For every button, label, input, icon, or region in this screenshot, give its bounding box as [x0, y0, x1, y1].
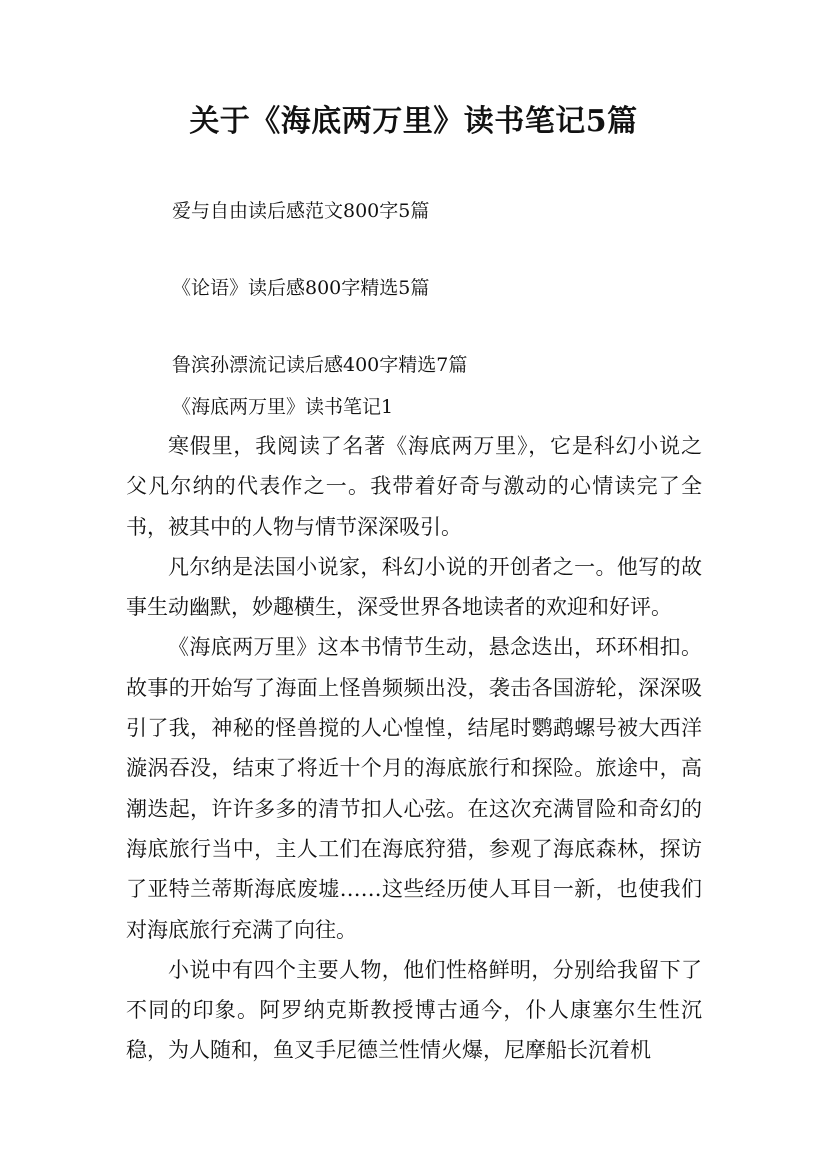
- related-link-love-freedom[interactable]: 爱与自由读后感范文800字5篇: [172, 200, 430, 222]
- document-title: 关于《海底两万里》读书笔记5篇: [189, 104, 638, 139]
- related-link-analects[interactable]: 《论语》读后感800字精选5篇: [172, 277, 430, 299]
- article-body: [126, 426, 702, 1071]
- section-title: 《海底两万里》读书笔记1: [172, 396, 394, 418]
- paragraph-characters: 小说中有四个主要人物，他们性格鲜明，分别给我留下了不同的印象。阿罗纳克斯教授博古通今，仆人康塞尔生性沉稳，为人随和，鱼叉手尼德兰性情火爆，尼摩船长沉着机: [126, 957, 702, 1063]
- paragraph-author: 凡尔纳是法国小说家，科幻小说的开创者之一。他写的故事生动幽默，妙趣横生，深受世界各地读者的欢迎和好评。: [126, 554, 702, 620]
- related-link-robinson[interactable]: 鲁滨孙漂流记读后感400字精选7篇: [172, 354, 468, 376]
- paragraph-plot: 《海底两万里》这本书情节生动，悬念迭出，环环相扣。故事的开始写了海面上怪兽频频出没，袭击各国游轮，深深吸引了我，神秘的怪兽搅的人心惶惶，结尾时鹦鹉螺号被大西洋漩涡吞没，结束了将近十个月的海底旅行和探险。旅途中，高潮迭起，许许多多的清节扣人心弦。在这次充满冒险和奇幻的海底旅行当中，主人工们在海底狩猎，参观了海底森林，探访了亚特兰蒂斯海底废墟……这些经历使人耳目一新，也使我们对海底旅行充满了向往。: [126, 635, 702, 942]
- paragraph-intro: 寒假里，我阅读了名著《海底两万里》，它是科幻小说之父凡尔纳的代表作之一。我带着好奇与激动的心情读完了全书，被其中的人物与情节深深吸引。: [126, 434, 702, 539]
